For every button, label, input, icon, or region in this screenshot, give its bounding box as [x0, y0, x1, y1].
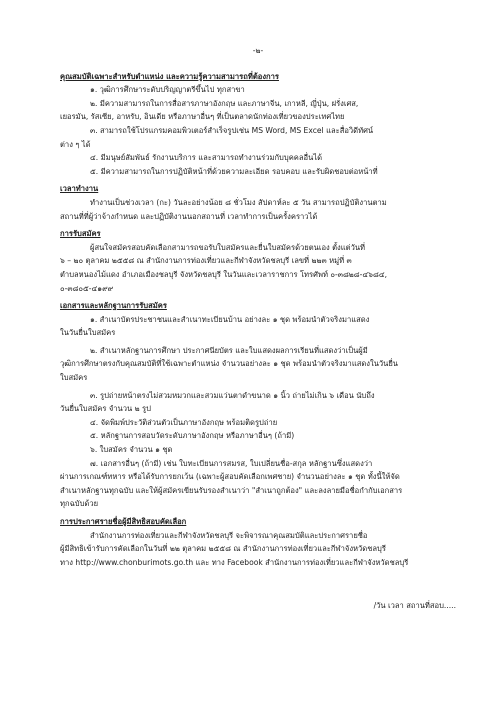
announcement-section [60, 515, 456, 569]
document-item-5: ๕. หลักฐานการสอบวัดระดับภาษาอังกฤษ หรือภาษาอื่นๆ (ถ้ามี) [90, 431, 295, 441]
announcement-line-3: ทาง http://www.chonburimots.go.th และ ทาง Facebook สำนักงานการท่องเที่ยวและกีฬาจังหวัดชลบุรี [60, 557, 409, 567]
working-hours-line-2: สถานที่ที่ผู้ว่าจ้างกำหนด และปฏิบัติงานนอกสถานที่ เวลาทำการเป็นครั้งคราวได้ [60, 211, 318, 221]
application-line-4: ๐-๓๘๐๕-๔๑๙๙ [60, 283, 114, 293]
document-item-2: ๒. สำเนาหลักฐานการศึกษา ประกาศนียบัตร และใบแสดงผลการเรียนที่แสดงว่าเป็นผู้มี [90, 345, 368, 355]
document-item-4: ๔. จัดพิมพ์ประวัติส่วนตัวเป็นภาษาอังกฤษ พร้อมติดรูปถ่าย [90, 417, 278, 427]
announcement-heading: การประกาศรายชื่อผู้มีสิทธิสอบคัดเลือก [60, 517, 187, 526]
qualification-item-3-cont: ต่าง ๆ ได้ [60, 139, 91, 149]
qualification-item-4: ๔. มีมนุษย์สัมพันธ์ รักงานบริการ และสามารถทำงานร่วมกับบุคคลอื่นได้ [90, 153, 323, 163]
document-item-3: ๓. รูปถ่ายหน้าตรงไม่สวมหมวกและสวมแว่นตาดำขนาด ๑ นิ้ว ถ่ายไม่เกิน ๖ เดือน นับถึง [90, 390, 375, 400]
document-item-1: ๑. สำเนาบัตรประชาชนและสำเนาทะเบียนบ้าน อย่างละ ๑ ชุด พร้อมนำตัวจริงมาแสดง [90, 314, 370, 324]
qualification-item-3: ๓. สามารถใช้โปรแกรมคอมพิวเตอร์สำเร็จรูปเช่น MS Word, MS Excel และสื่อวิดีทัศน์ [90, 125, 374, 135]
document-item-1-cont: ในวันยื่นใบสมัคร [60, 328, 116, 338]
working-hours-section [60, 182, 456, 223]
document-item-2-cont: วุฒิการศึกษาตรงกับคุณสมบัติที่ใช้เฉพาะตำแหน่ง จำนวนอย่างละ ๑ ชุด พร้อมนำตัวจริงมาแสดงในวันยื่น [60, 359, 398, 369]
document-item-3-cont: วันยื่นใบสมัคร จำนวน ๒ รูป [60, 404, 151, 414]
qualification-item-2-cont: เยอรมัน, รัสเซีย, อาหรับ, อินเดีย หรือภาษาอื่นๆ ที่เป็นตลาดนักท่องเที่ยวของประเทศไทย [60, 112, 345, 122]
qualifications-section [60, 70, 456, 179]
document-item-7-cont-3: ทุกฉบับด้วย [60, 499, 99, 509]
announcement-line-2: ผู้มีสิทธิเข้ารับการคัดเลือกในวันที่ ๒๒ ตุลาคม ๒๕๕๘ ณ สำนักงานการท่องเที่ยวและกีฬาจังหวัดชลบุรี [60, 544, 386, 554]
qualification-item-2: ๒. มีความสามารถในการสื่อสารภาษาอังกฤษ และภาษาจีน, เกาหลี, ญี่ปุ่น, ฝรั่งเศส, [90, 98, 359, 108]
documents-heading: เอกสารและหลักฐานการรับสมัคร [60, 301, 167, 311]
page-number: -๒- [252, 46, 264, 55]
document-item-7-cont: ผ่านการเกณฑ์ทหาร หรือได้รับการยกเว้น (เฉพาะผู้สอบคัดเลือกเพศชาย) จำนวนอย่างละ ๑ ชุด ทั้งนี้ให้จัด [60, 472, 400, 482]
announcement-line-1: สำนักงานการท่องเที่ยวและกีฬาจังหวัดชลบุรี จะพิจารณาคุณสมบัติและประกาศรายชื่อ [90, 530, 368, 540]
application-heading: การรับสมัคร [60, 229, 101, 239]
application-line-2: ๖ – ๒๐ ตุลาคม ๒๕๕๘ ณ สำนักงานการท่องเที่ยวและกีฬาจังหวัดชลบุรี เลขที่ ๒๒๓ หมู่ที่ ๓ [60, 256, 352, 266]
document-item-7-cont-2: สำเนาหลักฐานทุกฉบับ และให้ผู้สมัครเขียนรับรองสำเนาว่า "สำเนาถูกต้อง" และลงลายมือชื่อกำกับเอกสาร [60, 485, 403, 495]
continuation-note: /วัน เวลา สถานที่สอบ..... [373, 601, 456, 611]
qualification-item-1: ๑. วุฒิการศึกษาระดับปริญญาตรีขึ้นไป ทุกสาขา [90, 85, 245, 95]
application-line-3: ตำบลหนองไม้แดง อำเภอเมืองชลบุรี จังหวัดชลบุรี ในวันและเวลาราชการ โทรศัพท์ ๐-๓๘๒๘-๔๖๘๔, [60, 269, 387, 279]
working-hours-line-1: ทำงานเป็นช่วงเวลา (กะ) วันละอย่างน้อย ๘ ชั่วโมง สัปดาห์ละ ๕ วัน สามารถปฏิบัติงานตาม [90, 197, 387, 207]
working-hours-heading: เวลาทำงาน [60, 184, 99, 194]
qualification-item-5: ๕. มีความสามารถในการปฏิบัติหน้าที่ด้วยความละเอียด รอบคอบ และรับผิดชอบต่อหน้าที่ [90, 166, 378, 176]
application-line-1: ผู้สนใจสมัครสอบคัดเลือกสามารถขอรับใบสมัครและยื่นใบสมัครด้วยตนเอง ตั้งแต่วันที่ [90, 242, 366, 252]
qualifications-heading: คุณสมบัติเฉพาะสำหรับตำแหน่ง และความรู้ความสามารถที่ต้องการ [60, 71, 279, 81]
document-item-6: ๖. ใบสมัคร จำนวน ๑ ชุด [90, 445, 173, 455]
document-item-2-cont-2: ใบสมัคร [60, 373, 88, 383]
document-item-7: ๗. เอกสารอื่นๆ (ถ้ามี) เช่น ใบทะเบียนการสมรส, ใบเปลี่ยนชื่อ-สกุล หลักฐานซึ่งแสดงว่า [90, 458, 373, 468]
application-section [60, 227, 456, 295]
documents-section [60, 299, 456, 511]
